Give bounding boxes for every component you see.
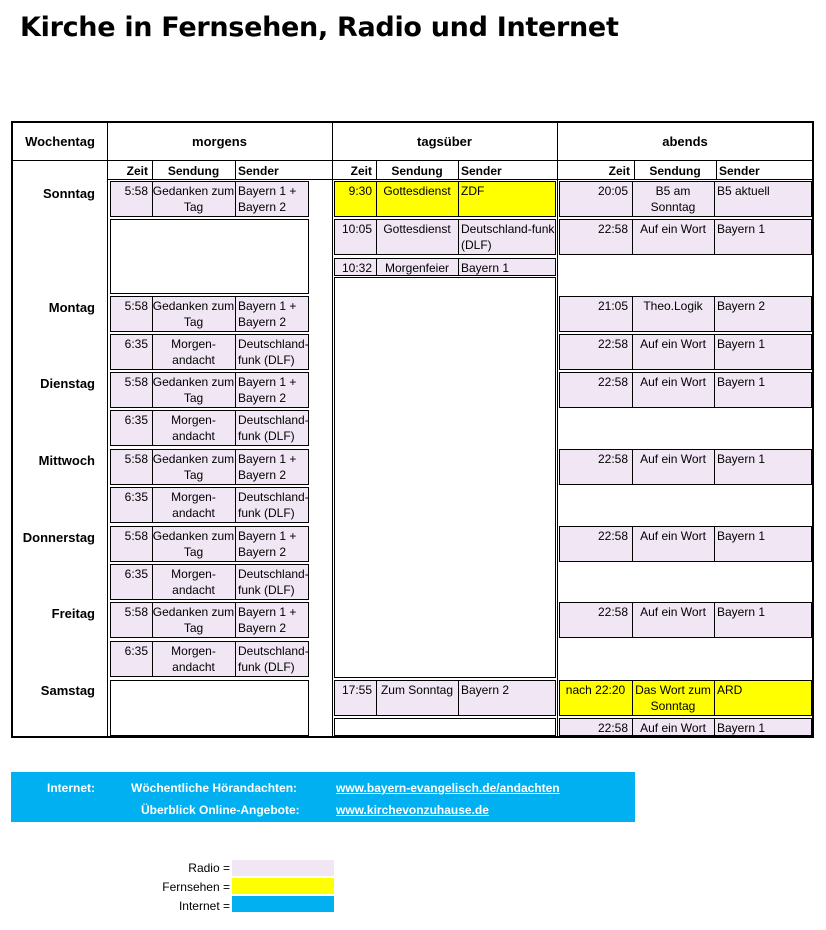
morning-time: 6:35 — [124, 644, 148, 658]
day-label: Donnerstag — [22, 530, 95, 545]
header-divider — [13, 160, 813, 161]
header-morgens: morgens — [192, 134, 247, 149]
day-label: Sonntag — [43, 186, 95, 201]
legend-internet-swatch — [232, 896, 334, 912]
evening-show: Auf ein Wort — [640, 721, 706, 735]
header-tagsueber: tagsüber — [417, 134, 472, 149]
daytime-station: ZDF — [461, 184, 485, 198]
morning-station: Deutschland-funk (DLF) — [238, 490, 309, 520]
evening-time: 22:58 — [597, 721, 628, 735]
daytime-show: Zum Sonntag — [380, 683, 454, 697]
subheader-zeit: Zeit — [608, 164, 630, 178]
legend-radio-label: Radio = — [188, 861, 230, 875]
legend-radio-swatch — [232, 860, 334, 876]
daytime-show: Gottesdienst — [383, 184, 451, 198]
morning-show: Gedanken zum Tag — [152, 605, 235, 635]
day-label: Freitag — [51, 606, 95, 621]
morning-station: Bayern 1 + Bayern 2 — [238, 605, 297, 635]
column-divider — [107, 123, 108, 737]
daytime-show: Morgenfeier — [384, 261, 450, 275]
morning-empty-block — [110, 219, 309, 294]
internet-link-kirchevonzuhause[interactable]: www.kirchevonzuhause.de — [336, 803, 489, 817]
legend-tv-swatch — [232, 878, 334, 894]
evening-show: Auf ein Wort — [640, 375, 706, 389]
header-wochentag: Wochentag — [25, 134, 95, 149]
subheader-sendung: Sendung — [649, 164, 701, 178]
daytime-station: Bayern 2 — [461, 683, 510, 697]
daytime-time: 17:55 — [341, 683, 372, 697]
daytime-empty-block — [334, 718, 556, 736]
morning-time: 5:58 — [124, 299, 148, 313]
legend-tv-label: Fernsehen = — [162, 880, 230, 894]
evening-time: 22:58 — [597, 337, 628, 351]
internet-banner — [11, 772, 635, 822]
morning-station: Deutschland-funk (DLF) — [238, 644, 309, 674]
subheader-sendung: Sendung — [391, 164, 443, 178]
evening-time: 20:05 — [597, 184, 628, 198]
morning-station: Bayern 1 + Bayern 2 — [238, 529, 297, 559]
morning-show: Gedanken zum Tag — [152, 375, 235, 405]
morning-show: Gedanken zum Tag — [152, 452, 235, 482]
day-label: Mittwoch — [38, 453, 95, 468]
daytime-station: Deutschland-funk (DLF) — [461, 222, 555, 252]
legend-internet-label: Internet = — [178, 899, 230, 913]
page-title: Kirche in Fernsehen, Radio und Internet — [20, 12, 619, 43]
evening-show: Theo.Logik — [643, 299, 703, 313]
morning-station: Deutschland-funk (DLF) — [238, 337, 309, 367]
evening-station: Bayern 1 — [717, 605, 766, 619]
day-label: Samstag — [40, 683, 95, 698]
morning-station: Bayern 1 + Bayern 2 — [238, 184, 297, 214]
subheader-sender: Sender — [238, 164, 279, 178]
morning-show: Morgen-andacht — [171, 337, 216, 367]
evening-station: Bayern 1 — [717, 337, 766, 351]
morning-time: 5:58 — [124, 452, 148, 466]
daytime-station: Bayern 1 — [461, 261, 510, 275]
morning-time: 6:35 — [124, 567, 148, 581]
daytime-time: 10:05 — [341, 222, 372, 236]
morning-time: 5:58 — [124, 529, 148, 543]
morning-time: 5:58 — [124, 605, 148, 619]
internet-row2-text: Überblick Online-Angebote: — [141, 803, 300, 817]
schedule-table — [11, 121, 814, 738]
morning-time: 6:35 — [124, 413, 148, 427]
subheader-sender: Sender — [719, 164, 760, 178]
evening-show: Auf ein Wort — [640, 605, 706, 619]
evening-station: Bayern 1 — [717, 222, 766, 236]
morning-station: Bayern 1 + Bayern 2 — [238, 299, 297, 329]
evening-time: 22:58 — [597, 375, 628, 389]
evening-show: Auf ein Wort — [640, 452, 706, 466]
morning-show: Gedanken zum Tag — [152, 529, 235, 559]
header-abends: abends — [662, 134, 708, 149]
morning-time: 5:58 — [124, 184, 148, 198]
morning-station: Bayern 1 + Bayern 2 — [238, 375, 297, 405]
day-label: Dienstag — [40, 376, 95, 391]
day-label: Montag — [48, 300, 95, 315]
daytime-time: 9:30 — [348, 184, 372, 198]
morning-station: Deutschland-funk (DLF) — [238, 413, 309, 443]
evening-time: 22:58 — [597, 529, 628, 543]
internet-label: Internet: — [47, 781, 95, 795]
morning-show: Gedanken zum Tag — [152, 184, 235, 214]
subheader-sendung: Sendung — [167, 164, 220, 178]
evening-station: B5 aktuell — [717, 184, 770, 198]
subheader-zeit: Zeit — [126, 164, 148, 178]
evening-station: Bayern 1 — [717, 452, 766, 466]
column-divider — [332, 123, 333, 737]
morning-show: Morgen-andacht — [171, 644, 216, 674]
evening-station: Bayern 2 — [717, 299, 766, 313]
evening-time: 22:58 — [597, 222, 628, 236]
evening-show: Auf ein Wort — [640, 529, 706, 543]
morning-station: Bayern 1 + Bayern 2 — [238, 452, 297, 482]
morning-time: 6:35 — [124, 337, 148, 351]
column-divider — [557, 123, 558, 737]
morning-show: Morgen-andacht — [171, 413, 216, 443]
morning-show: Gedanken zum Tag — [152, 299, 235, 329]
morning-station: Deutschland-funk (DLF) — [238, 567, 309, 597]
morning-time: 6:35 — [124, 490, 148, 504]
evening-show: Auf ein Wort — [640, 337, 706, 351]
subheader-sender: Sender — [461, 164, 502, 178]
evening-time: 22:58 — [597, 452, 628, 466]
daytime-empty-block — [334, 277, 556, 678]
daytime-time: 10:32 — [341, 261, 372, 275]
internet-row1-text: Wöchentliche Hörandachten: — [131, 781, 298, 795]
evening-time: 22:58 — [597, 605, 628, 619]
morning-show: Morgen-andacht — [171, 567, 216, 597]
evening-time: nach 22:20 — [565, 683, 626, 697]
evening-time: 21:05 — [597, 299, 628, 313]
evening-station: Bayern 1 — [717, 529, 766, 543]
evening-show: B5 am Sonntag — [650, 184, 696, 214]
morning-time: 5:58 — [124, 375, 148, 389]
evening-show: Das Wort zum Sonntag — [635, 683, 711, 713]
evening-show: Auf ein Wort — [640, 222, 706, 236]
internet-link-andachten[interactable]: www.bayern-evangelisch.de/andachten — [336, 781, 560, 795]
daytime-show: Gottesdienst — [383, 222, 451, 236]
evening-station: ARD — [717, 683, 743, 697]
morning-empty-block — [110, 680, 309, 736]
subheader-divider — [107, 179, 813, 180]
evening-station: Bayern 1 — [717, 721, 766, 735]
evening-station: Bayern 1 — [717, 375, 766, 389]
subheader-zeit: Zeit — [350, 164, 372, 178]
morning-show: Morgen-andacht — [171, 490, 216, 520]
